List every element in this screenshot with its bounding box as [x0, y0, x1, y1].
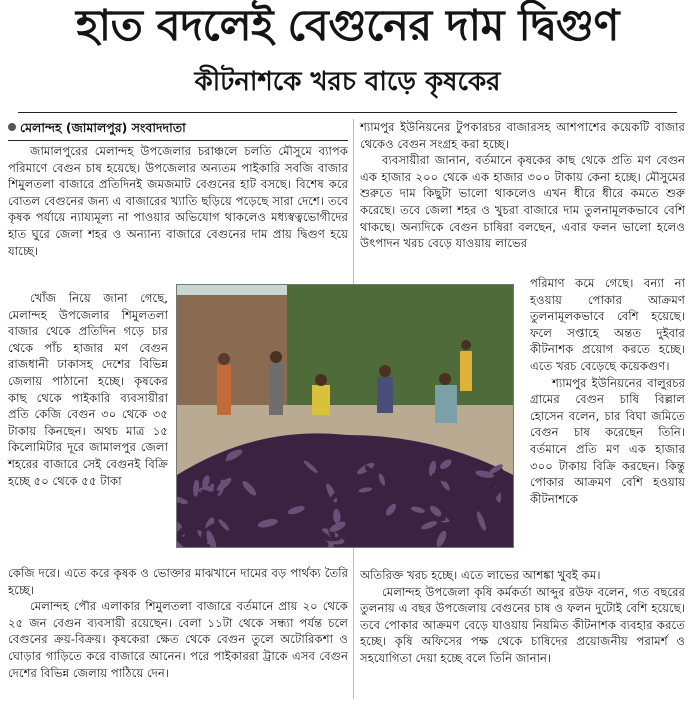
- paragraph-r3-continued: অতিরিক্ত খরচ হচ্ছে। এতে লাভের আশঙ্কা খুবই কম।: [360, 568, 601, 582]
- paragraph-r1: শ্যামপুর ইউনিয়নের টুপকারচর বাজারসহ আশপাশের কয়েকটি বাজার থেকেও বেগুন সংগ্রহ করা হচ্ছে।: [360, 120, 685, 151]
- eggplant-market-photo: [176, 284, 514, 548]
- headline: হাত বদলেই বেগুনের দাম দ্বিগুণ: [76, 1, 619, 51]
- eggplant: [423, 451, 439, 456]
- paragraph-3: মেলান্দহ পৌর এলাকার শিমুলতলা বাজারে বর্তমানে প্রায় ২০ থেকে ২৫ জন বেগুন ব্যবসায়ী রয়েছেন। বেলা ১১টা থেকে সন্ধ্যা পর্যন্ত চলে বেগুনের ক্রয়-বিক্রয়। কৃষকেরা ক্ষেত থেকে বেগুন তুলে অটোরিকশা ও ঘোড়ার গাড়িতে করে বাজারে আনেন। পরে পাইকাররা ট্রাকে এসব বেগুন দেশের বিভিন্ন জেলায় পাঠিয়ে দেন।: [8, 599, 348, 680]
- paragraph-2-continued: কেজি দরে। এতে করে কৃষক ও ভোক্তার মাঝখানে দামের বড় পার্থক্য তৈরি হচ্ছে।: [8, 566, 348, 597]
- paragraph-r2: ব্যবসায়ীরা জানান, বর্তমানে কৃষকের কাছ থেকে প্রতি মণ বেগুন এক হাজার ২০০ থেকে এক হাজার ৩০০ টাকায় কেনা হচ্ছে। মৌসুমের শুরুতে দাম কিছুটা ভালো থাকলেও এখন ধীরে ধীরে কমতে শুরু করেছে। তবে জেলা শহর ও খুচরা বাজারে দাম তুলনামূলকভাবে বেশি থাকছে। অন্যদিকে বেগুন চাষিরা বলছেন, এবার ফলন ভালো হলেও উৎপাদন খরচ বেড়ে যাওয়ায় লাভের: [360, 153, 685, 251]
- paragraph-2: খোঁজ নিয়ে জানা গেছে, মেলান্দহ উপজেলার শিমুলতলা বাজার থেকে প্রতিদিন গড়ে চার থেকে পাঁচ হাজার মণ বেগুন রাজধানী ঢাকাসহ দেশের বিভিন্ন জেলায় পাঠানো হচ্ছে। কৃষকের কাছ থেকে পাইকারি ব্যবসায়ীরা প্রতি কেজি বেগুন ৩০ থেকে ৩৫ টাকায় কিনছেন। অথচ মাত্র ১৫ কিলোমিটার দূরে জামালপুর জেলা শহরের বাজারে সেই বেগুনই বিক্রি হচ্ছে ৫০ থেকে ৫৫ টাকা: [8, 291, 168, 488]
- photo-illustration: [177, 285, 513, 547]
- paragraph-1: জামালপুরের মেলান্দহ উপজেলার চরাঞ্চলে চলতি মৌসুমে ব্যাপক পরিমাণে বেগুন চাষ হয়েছে। উপজেলার অন্যতম পাইকারি সবজি বাজার শিমুলতলা বাজারে প্রতিদিনই জমজমাট বেগুনের হাট বসছে। বিশেষ করে বোতল বেগুনের জন্য এ বাজারের খ্যাতি ছড়িয়ে পড়েছে সারা দেশে। তবে কৃষক পর্যায়ে ন্যায্যমূল্য না পাওয়ার অভিযোগ থাকলেও মধ্যস্বত্বভোগীদের হাত ঘুরে জেলা শহর ও অন্যান্য বাজারে বেগুনের দাম প্রায় দ্বিগুণ হয়ে যাচ্ছে।: [8, 144, 348, 258]
- byline: [8, 119, 348, 141]
- paragraph-intro: [8, 143, 348, 259]
- right-column-top: [360, 119, 685, 252]
- paragraph-r3: শ্যামপুর ইউনিয়নের বালুরচর গ্রামের বেগুন চাষি বিল্লাল হোসেন বলেন, চার বিঘা জমিতে বেগুন চাষ করেছেন তিনি। বর্তমানে প্রতি মণ এক হাজার ৩০০ টাকায় বিক্রি করছেন। কিন্তু পোকার আক্রমণ বেশি হওয়ায় কীটনাশকে: [530, 375, 685, 506]
- paragraph-lower-left: [8, 565, 348, 681]
- subheadline: কীটনাশকে খরচ বাড়ে কৃষকের: [0, 64, 695, 100]
- byline-text: মেলান্দহ (জামালপুর) সংবাদদাতা: [20, 120, 186, 135]
- right-column-wrap: [530, 275, 685, 507]
- right-column-bottom: [360, 567, 685, 667]
- paragraph-r4: মেলান্দহ উপজেলা কৃষি কর্মকর্তা আব্দুর রউফ বলেন, গত বছরের তুলনায় এ বছর উপজেলায় বেগুনের চাষ ও ফলন দুটোই বেশি হয়েছে। তবে পোকার আক্রমণ বেড়ে যাওয়ায় নিয়মিত কীটনাশক ব্যবহার করতে হচ্ছে। কৃষি অফিসের পক্ষ থেকে চাষিদের প্রয়োজনীয় পরামর্শ ও সহযোগিতা দেয়া হচ্ছে বলে তিনি জানান।: [360, 584, 685, 665]
- paragraph-wrap-left: [8, 290, 168, 489]
- bullet-icon: [8, 123, 16, 131]
- paragraph-r2-continued: পরিমাণ কমে গেছে। বন্যা না হওয়ায় পোকার আক্রমণ তুলনামূলকভাবে বেশি হয়েছে। ফলে সপ্তাহে অন্তত দুইবার কীটনাশক প্রয়োগ করতে হচ্ছে। এতে খরচ বেড়েছে কয়েকগুণ।: [530, 276, 685, 373]
